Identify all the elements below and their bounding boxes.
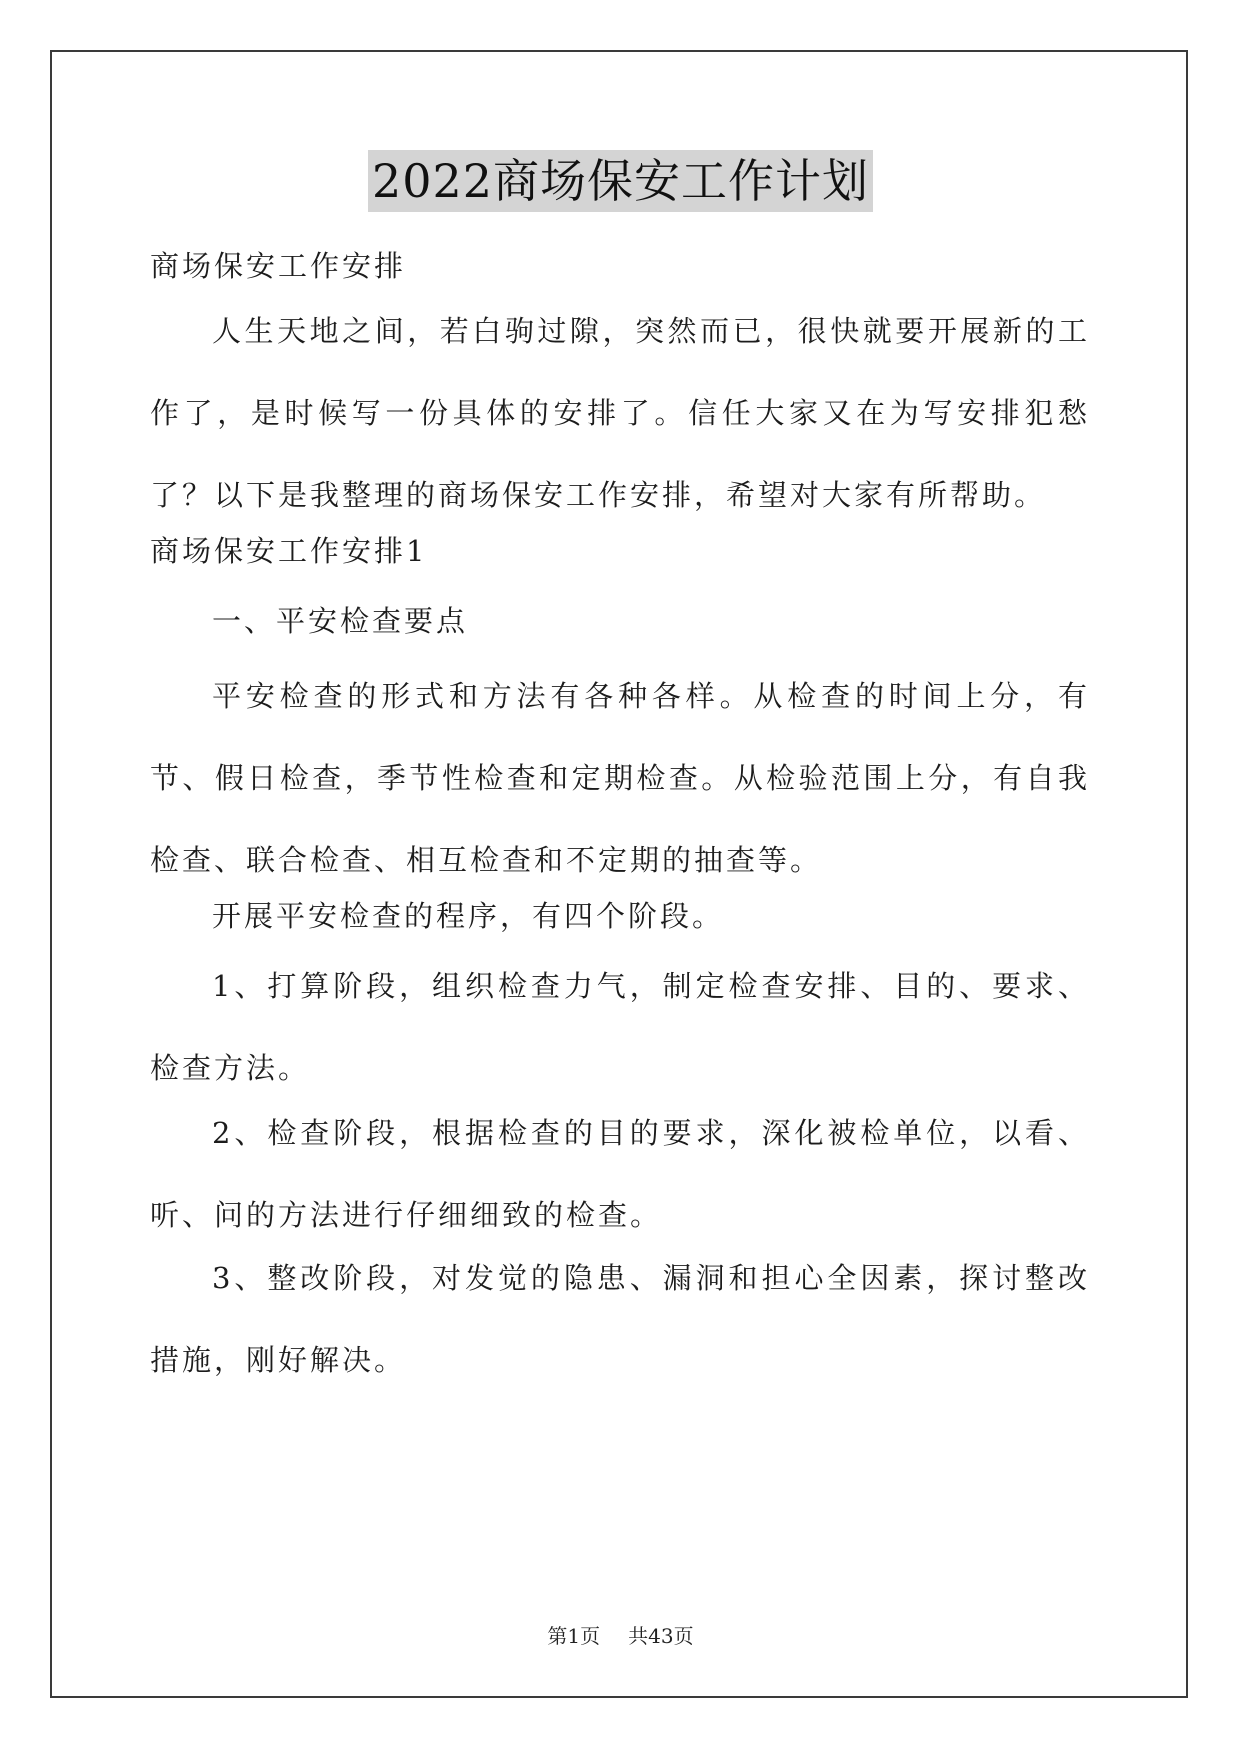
page-number: 第1页 <box>547 1624 601 1648</box>
list-item-3: 3、整改阶段，对发觉的隐患、漏洞和担心全因素，探讨整改措施，刚好解决。 <box>150 1261 1090 1377</box>
section-heading: 商场保安工作安排 <box>150 249 407 283</box>
page-footer <box>0 1620 1241 1649</box>
subheading-safety-check: 一、平安检查要点 <box>212 604 469 638</box>
intro-paragraph: 人生天地之间，若白驹过隙，突然而已，很快就要开展新的工作了，是时候写一份具体的安排了。信任大家又在为写安排犯愁了？以下是我整理的商场保安工作安排，希望对大家有所帮助。 <box>150 314 1090 512</box>
document-title: 2022商场保安工作计划 <box>368 150 873 212</box>
body-paragraph: 开展平安检查的程序，有四个阶段。 <box>212 899 725 933</box>
page-total: 共43页 <box>628 1624 694 1648</box>
title-container <box>0 150 1241 212</box>
section-heading-1: 商场保安工作安排1 <box>150 534 428 568</box>
list-item-1: 1、打算阶段，组织检查力气，制定检查安排、目的、要求、检查方法。 <box>150 969 1090 1085</box>
list-item-2: 2、检查阶段，根据检查的目的要求，深化被检单位，以看、听、问的方法进行仔细细致的检查。 <box>150 1116 1090 1232</box>
body-paragraph: 平安检查的形式和方法有各种各样。从检查的时间上分，有节、假日检查，季节性检查和定期检查。从检验范围上分，有自我检查、联合检查、相互检查和不定期的抽查等。 <box>150 679 1090 877</box>
